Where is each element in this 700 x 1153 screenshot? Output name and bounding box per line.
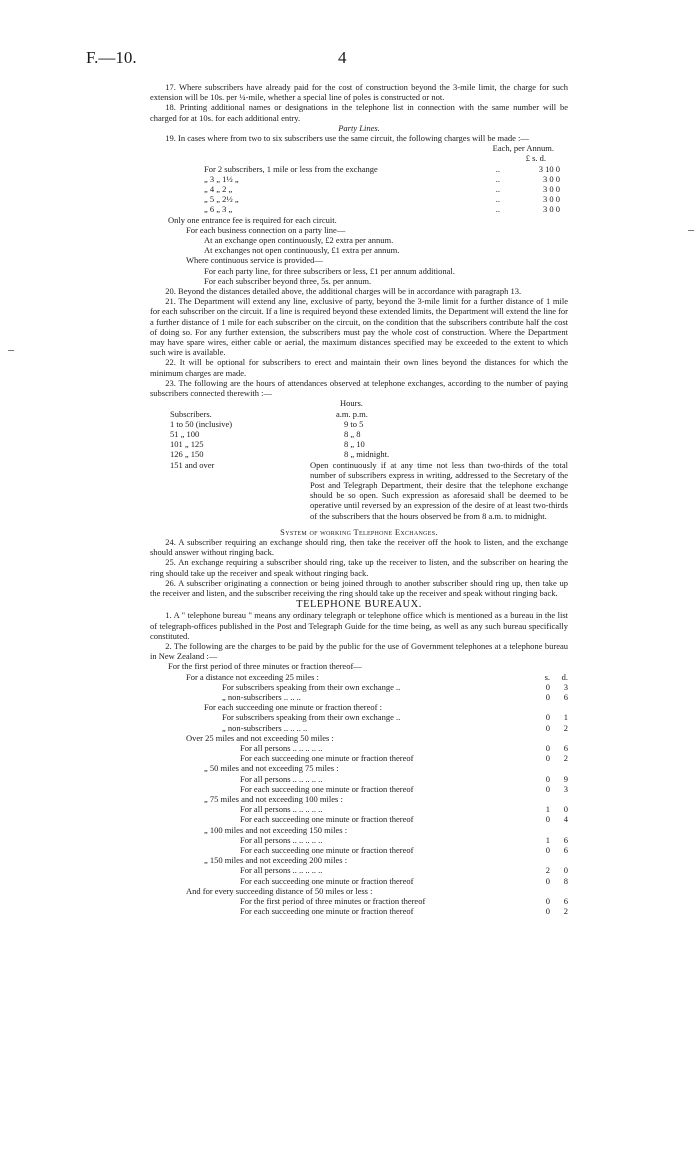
charge-label: For each succeeding one minute or fraction thereof	[240, 814, 414, 825]
charge-shillings: 0	[545, 773, 550, 784]
charge-shillings: 0	[545, 753, 550, 764]
page-body	[150, 82, 568, 916]
party-lines-heading: Party Lines.	[338, 122, 380, 133]
charge-label: „ non-subscribers .. .. .. ..	[222, 722, 308, 733]
charge-row	[150, 723, 568, 733]
charge-row	[150, 682, 568, 692]
charge-shillings	[536, 763, 550, 773]
party-note: Only one entrance fee is required for each circuit.	[168, 214, 337, 225]
charge-shillings: 0	[545, 783, 550, 794]
party-row-dots: ..	[495, 173, 500, 184]
party-note: At an exchange open continuously, £2 extra per annum.	[204, 235, 394, 246]
charge-pence: 6	[563, 845, 568, 856]
party-row-dots: ..	[495, 163, 500, 174]
charge-row	[150, 712, 568, 722]
charge-shillings	[536, 794, 550, 804]
hours-subscribers: 151 and over	[170, 459, 215, 470]
charge-pence: 3	[563, 783, 568, 794]
party-lines-table	[150, 143, 568, 214]
paragraph-25: 25. An exchange requiring a subscriber should ring, take up the receiver to listen, and the subscriber on hearing the ring should take up the receiver and speak without ringing back.	[150, 557, 568, 578]
charge-shillings	[536, 702, 550, 712]
party-row-label: „ 4 „ 2 „	[204, 184, 233, 195]
charge-row	[150, 804, 568, 814]
party-table-row	[150, 174, 568, 184]
paragraph-23: 23. The following are the hours of attendances observed at telephone exchanges, according to the number of paying subscribers connected therewith :—	[150, 377, 568, 399]
charge-row	[150, 661, 568, 671]
charge-pence: 6	[563, 896, 568, 907]
party-row-label: „ 5 „ 2½ „	[204, 194, 239, 205]
party-row-dots: ..	[495, 194, 500, 205]
hours-subscribers: 101 „ 125	[170, 439, 204, 450]
party-row-value: 3 0 0	[543, 184, 560, 195]
charge-row	[150, 733, 568, 743]
charge-label: „ 100 miles and not exceeding 150 miles :	[204, 824, 348, 835]
charges-table	[150, 661, 568, 916]
hours-subscribers: 126 „ 150	[170, 449, 204, 460]
charge-label: For all persons .. .. .. .. ..	[240, 804, 323, 815]
charge-row	[150, 743, 568, 753]
charge-shillings	[536, 886, 550, 896]
charge-row	[150, 865, 568, 875]
charge-label: For all persons .. .. .. .. ..	[240, 743, 323, 753]
party-table-row	[150, 194, 568, 204]
hours-value: 8 „ 10	[344, 439, 365, 450]
paragraph-20: 20. Beyond the distances detailed above, the additional charges will be in accordance with paragraph 13.	[165, 286, 522, 297]
paragraph-19: 19. In cases where from two to six subscribers use the same circuit, the following charges will be made :—	[165, 133, 529, 144]
charge-shillings: 1	[545, 834, 550, 845]
charge-shillings: 1	[545, 804, 550, 815]
charge-row	[150, 702, 568, 712]
hours-row	[150, 449, 568, 459]
paragraph-17: 17. Where subscribers have already paid for the cost of construction beyond the 3-mile limit, the charge for such extension will be 10s. per ¼-mile, whether a special line of poles is constructed or not.	[150, 82, 568, 103]
charge-label: For subscribers speaking from their own exchange ..	[222, 681, 401, 692]
charge-label: For the first period of three minutes or fraction thereof	[240, 896, 426, 907]
hours-row	[150, 429, 568, 439]
paragraph-26: 26. A subscriber originating a connection or being joined through to another subscriber should ring up, then take up the receiver and listen, and the subscriber receiving the ring should take up the receiver and speak without ringing back.	[150, 577, 568, 598]
charge-pence	[550, 763, 568, 773]
ampm-head: a.m. p.m.	[336, 408, 368, 419]
charge-label: For subscribers speaking from their own exchange ..	[222, 712, 401, 723]
hours-row	[150, 460, 568, 521]
charge-shillings: 0	[545, 845, 550, 856]
hours-subscribers: 51 „ 100	[170, 428, 200, 439]
charge-pence: 3	[563, 681, 568, 692]
charge-label: „ 50 miles and not exceeding 75 miles :	[204, 763, 339, 774]
party-row-dots: ..	[495, 184, 500, 195]
charge-label: „ 150 miles and not exceeding 200 miles :	[204, 855, 348, 866]
charge-row	[150, 784, 568, 794]
charge-row	[150, 763, 568, 773]
hours-table	[150, 398, 568, 520]
paragraph-18: 18. Printing additional names or designations in the telephone list in connection with the same number will be charged for at 10s. for each additional entry.	[150, 102, 568, 123]
hours-value: 8 „ midnight.	[344, 449, 390, 460]
charge-shillings: 0	[545, 712, 550, 723]
party-note: For each subscriber beyond three, 5s. per annum.	[204, 275, 372, 286]
system-heading: System of working Telephone Exchanges.	[280, 526, 438, 537]
charge-shillings: 0	[545, 814, 550, 825]
charge-row	[150, 753, 568, 763]
charge-label: For the first period of three minutes or fraction thereof—	[168, 661, 362, 672]
party-table-units: £ s. d.	[525, 153, 546, 164]
charge-pence: 2	[563, 753, 568, 764]
party-table-row	[150, 164, 568, 174]
bureaux-heading: TELEPHONE BUREAUX.	[296, 599, 422, 611]
margin-mark	[8, 350, 14, 351]
charge-shillings: 0	[545, 691, 550, 702]
charge-row	[150, 886, 568, 896]
charge-pence: 6	[563, 743, 568, 753]
page-number: 4	[338, 48, 347, 67]
margin-mark	[688, 230, 694, 231]
paragraph-22: 22. It will be optional for subscribers to erect and maintain their own lines beyond the distances for which the minimum charges are made.	[150, 357, 568, 378]
charge-label: For each succeeding one minute or fraction thereof	[240, 906, 414, 917]
charge-pence: 8	[563, 875, 568, 886]
charge-label: And for every succeeding distance of 50 miles or less :	[186, 885, 373, 896]
charge-label: For each succeeding one minute or fraction thereof	[240, 753, 414, 764]
hours-subscribers: 1 to 50 (inclusive)	[170, 418, 233, 429]
charge-pence: 0	[563, 865, 568, 876]
charge-shillings: 0	[545, 875, 550, 886]
charge-pence	[550, 733, 568, 743]
document-code: F.—10.	[86, 48, 137, 67]
party-note: Where continuous service is provided—	[186, 255, 323, 266]
party-table-col-head: Each, per Annum.	[492, 143, 554, 154]
charge-shillings: 0	[545, 681, 550, 692]
hours-value: 9 to 5	[344, 418, 364, 429]
party-row-label: „ 6 „ 3 „	[204, 204, 233, 215]
charge-pence: 6	[563, 691, 568, 702]
charge-row	[150, 794, 568, 804]
charge-pence: 4	[563, 814, 568, 825]
party-row-value: 3 0 0	[543, 173, 560, 184]
party-row-value: 3 10 0	[538, 163, 560, 174]
charge-row	[150, 692, 568, 702]
charge-label: For a distance not exceeding 25 miles :	[186, 671, 319, 682]
party-row-label: For 2 subscribers, 1 mile or less from the exchange	[204, 163, 378, 174]
charge-row	[150, 876, 568, 886]
party-row-dots: ..	[495, 204, 500, 215]
charge-pence	[550, 886, 568, 896]
charge-row	[150, 814, 568, 824]
charge-label: For all persons .. .. .. .. ..	[240, 865, 323, 876]
charge-shillings: 0	[545, 906, 550, 917]
party-table-row	[150, 204, 568, 214]
hours-row	[150, 439, 568, 449]
charge-pence	[550, 702, 568, 712]
party-note: At exchanges not open continuously, £1 extra per annum.	[204, 245, 400, 256]
charge-pence: 2	[563, 906, 568, 917]
charge-pence: 1	[563, 712, 568, 723]
charge-pence: 6	[563, 834, 568, 845]
paragraph-24: 24. A subscriber requiring an exchange should ring, then take the receiver off the hook to listen, and the exchange should answer without ringing back.	[150, 536, 568, 558]
charge-shillings: 0	[545, 722, 550, 733]
charge-row	[150, 855, 568, 865]
charge-label: Over 25 miles and not exceeding 50 miles :	[186, 732, 334, 743]
charge-row	[150, 845, 568, 855]
charge-label: For all persons .. .. .. .. ..	[240, 773, 323, 784]
charge-row	[150, 906, 568, 916]
charge-label: „ 75 miles and not exceeding 100 miles :	[204, 794, 343, 805]
charge-pence	[550, 794, 568, 804]
charge-shillings: 2	[545, 865, 550, 876]
charge-pence: d.	[561, 671, 568, 682]
bureau-paragraph-2: 2. The following are the charges to be paid by the public for the use of Government telephones at a telephone bureau in New Zealand :—	[150, 640, 568, 662]
charge-pence: 2	[563, 722, 568, 733]
charge-shillings: s.	[544, 671, 550, 682]
charge-shillings	[536, 825, 550, 835]
charge-label: „ non-subscribers .. .. ..	[222, 691, 301, 702]
hours-value: 8 „ 8	[344, 428, 361, 439]
charge-label: For all persons .. .. .. .. ..	[240, 834, 323, 845]
charge-pence: 9	[563, 773, 568, 784]
subscribers-head: Subscribers.	[170, 408, 212, 419]
hours-value: Open continuously if at any time not less than two-thirds of the total number of subscribers express in writing, addressed to the Secretary of the Post and Telegraph Department, their desire that the telephone exchange should be so open. Such expression as aforesaid shall be deemed to be operative until reversed by an expression of the desire of at least two-thirds of the subscribers that the hours observed be from 8 a.m. to midnight.	[310, 459, 568, 521]
charge-label: For each succeeding one minute or fraction thereof	[240, 875, 414, 886]
party-row-label: „ 3 „ 1½ „	[204, 173, 239, 184]
charge-pence: 0	[563, 804, 568, 815]
hours-row	[150, 419, 568, 429]
bureau-paragraph-1: 1. A " telephone bureau " means any ordinary telegraph or telephone office which is mentioned as a bureau in the list of telegraph-offices published in the Post and Telegraph Guide for the time being, as well as any such bureau specifically constituted.	[150, 610, 568, 641]
charge-pence	[550, 825, 568, 835]
charge-label: For each succeeding one minute or fraction thereof :	[204, 702, 382, 713]
charge-shillings: 0	[545, 896, 550, 907]
party-notes	[150, 215, 568, 286]
party-table-row	[150, 184, 568, 194]
charge-shillings	[536, 661, 550, 671]
charge-pence	[550, 855, 568, 865]
paragraph-21: 21. The Department will extend any line, exclusive of party, beyond the 3-mile limit for a further distance of 1 mile for each subscriber on the circuit. If a line is required beyond these extended limits, the Department will extend the line for a further distance of 1 mile for each subscriber on the circuit, on the condition that the subscribers contribute half the cost of doing so. For any further extension, the subscribers must pay the whole cost of construction. Where the Department may have spare wires, either cable or aerial, the maximum distances specified may be exceeded to the extent to which such wire is available.	[150, 296, 569, 358]
party-row-value: 3 0 0	[543, 204, 560, 215]
charge-shillings: 0	[545, 743, 550, 753]
party-note: For each business connection on a party line—	[186, 224, 346, 235]
party-note: For each party line, for three subscribers or less, £1 per annum additional.	[204, 265, 455, 276]
charge-row	[150, 825, 568, 835]
charge-row	[150, 896, 568, 906]
charge-row	[150, 774, 568, 784]
hours-head: Hours.	[340, 398, 363, 409]
charge-label: For each succeeding one minute or fraction thereof	[240, 845, 414, 856]
charge-label: For each succeeding one minute or fraction thereof	[240, 783, 414, 794]
charge-shillings	[536, 855, 550, 865]
charge-pence	[550, 661, 568, 671]
charge-row	[150, 835, 568, 845]
charge-row	[150, 672, 568, 682]
party-row-value: 3 0 0	[543, 194, 560, 205]
charge-shillings	[536, 733, 550, 743]
